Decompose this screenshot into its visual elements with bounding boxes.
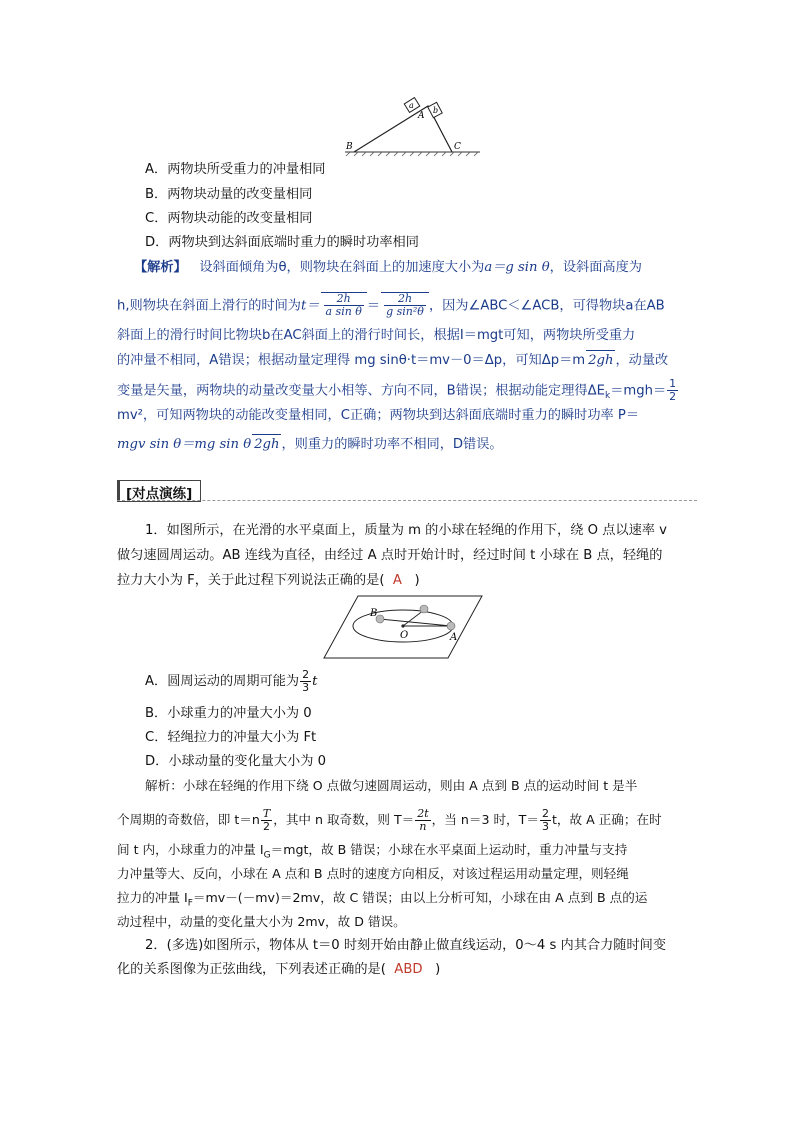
q2-answer: ABD [394, 962, 423, 977]
label-a: a [409, 101, 414, 110]
q1-stem-line3: 拉力大小为 F，关于此过程下列说法正确的是( A ) [117, 573, 420, 588]
label-b: b [433, 106, 439, 115]
q1-option-a: A．圆周运动的周期可能为 $\frac{2}{3}$ t [145, 667, 318, 694]
q0-analysis-line1: 【解析】 设斜面倾角为θ，则物块在斜面上的加速度大小为a＝g sin θ，设斜面高度为 [134, 260, 642, 275]
q0-option-b: B．两物块动量的改变量相同 [145, 187, 313, 202]
label-O: O [400, 630, 409, 641]
q0-option-c: C．两物块动能的改变量相同 [145, 211, 313, 226]
q1-analysis-line3: 间 t 内，小球重力的冲量 $I_G=mgt$，故 B 错误；小球在水平桌面上运动时，重力冲量与支持 [117, 842, 628, 861]
analysis-tag: 【解析】 [134, 260, 187, 275]
q0-analysis-line5: 变量是矢量，两物块的动量改变量大小相等、方向不同，B错误；根据动能定理得$\Delta E_k=mgh=$ $\frac{1}{2}$ [117, 377, 677, 403]
q0-analysis-line7: mgv sin θ＝mg sin θ 2gh ，则重力的瞬时功率不相同，D错误。 [117, 434, 503, 455]
q2-stem-line2: 化的关系图像为正弦曲线，下列表述正确的是( ABD ) [117, 962, 441, 977]
q1-analysis-line4: 力冲量等大、反向，小球在 A 点和 B 点时的速度方向相反，对该过程运用动量定理，则轻绳 [117, 866, 629, 881]
circle-figure [320, 592, 485, 662]
q1-stem-line2: 做匀速圆周运动。AB 连线为直径，由经过 A 点时开始计时，经过时间 t 小球在 B 点，轻绳的 [117, 548, 663, 563]
q1-analysis-line5: 拉力的冲量 $I_F=mv-(-mv)=2mv$，故 C 错误；由以上分析可知，小球在由 A 点到 B 点的运 [117, 890, 648, 909]
label-C: C [454, 142, 461, 152]
q1-analysis-line1: 解析：小球在轻绳的作用下绕 O 点做匀速圆周运动，则由 A 点到 B 点的运动时间 t 是半 [145, 778, 638, 793]
q0-analysis-line4: 的冲量不相同，A错误；根据动量定理得 mg sinθ·t＝mv－0＝Δp，可知Δp＝m 2gh ，动量改 [117, 350, 668, 371]
q1-stem-line1: 1．如图所示，在光滑的水平桌面上，质量为 m 的小球在轻绳的作用下，绕 O 点以速率 v [145, 523, 667, 538]
q2-stem-line1: 2．(多选)如图所示，物体从 t＝0 时刻开始由静止做直线运动，0～4 s 内其合力随时间变 [145, 938, 667, 953]
q1-option-d: D．小球动量的变化量大小为 0 [145, 754, 326, 769]
incline-figure [340, 92, 485, 158]
q1-analysis-line2: 个周期的奇数倍，即 t＝n $\frac{T}{2}$ ，其中 n 取奇数，则 T＝ $\frac{2t}{n}$ ，当 n＝3 时，T＝ $\frac{2}{3}$ t，故 A 正确；在时 [117, 807, 662, 833]
label-A: A [418, 111, 425, 121]
q1-analysis-line6: 动过程中，动量的变化量大小为 2mv，故 D 错误。 [117, 914, 406, 929]
q0-analysis-line2: h,则物块在斜面上滑行的时间为t＝ $\frac{2h}{\text{a sin θ}}$ ＝ $\frac{2h}{\text{g sin²θ}}$ ，因为∠ABC＜∠ACB，可得物块a在AB [117, 292, 665, 318]
section-divider [117, 500, 697, 501]
label-B: B [346, 142, 353, 152]
q1-answer: A [392, 573, 402, 588]
label-A2: A [450, 632, 458, 643]
label-B2: B [370, 608, 378, 619]
section-heading: [对点演练] [117, 480, 201, 502]
q0-option-d: D．两物块到达斜面底端时重力的瞬时功率相同 [145, 235, 419, 250]
q0-option-a: A．两物块所受重力的冲量相同 [145, 162, 326, 177]
q0-analysis-line3: 斜面上的滑行时间比物块b在AC斜面上的滑行时间长，根据I＝mgt可知，两物块所受重力 [117, 328, 636, 343]
q1-option-b: B．小球重力的冲量大小为 0 [145, 706, 312, 721]
q0-analysis-line6: mv²，可知两物块的动能改变量相同，C正确；两物块到达斜面底端时重力的瞬时功率 P＝ [117, 408, 640, 423]
q1-option-c: C．轻绳拉力的冲量大小为 Ft [145, 730, 317, 745]
